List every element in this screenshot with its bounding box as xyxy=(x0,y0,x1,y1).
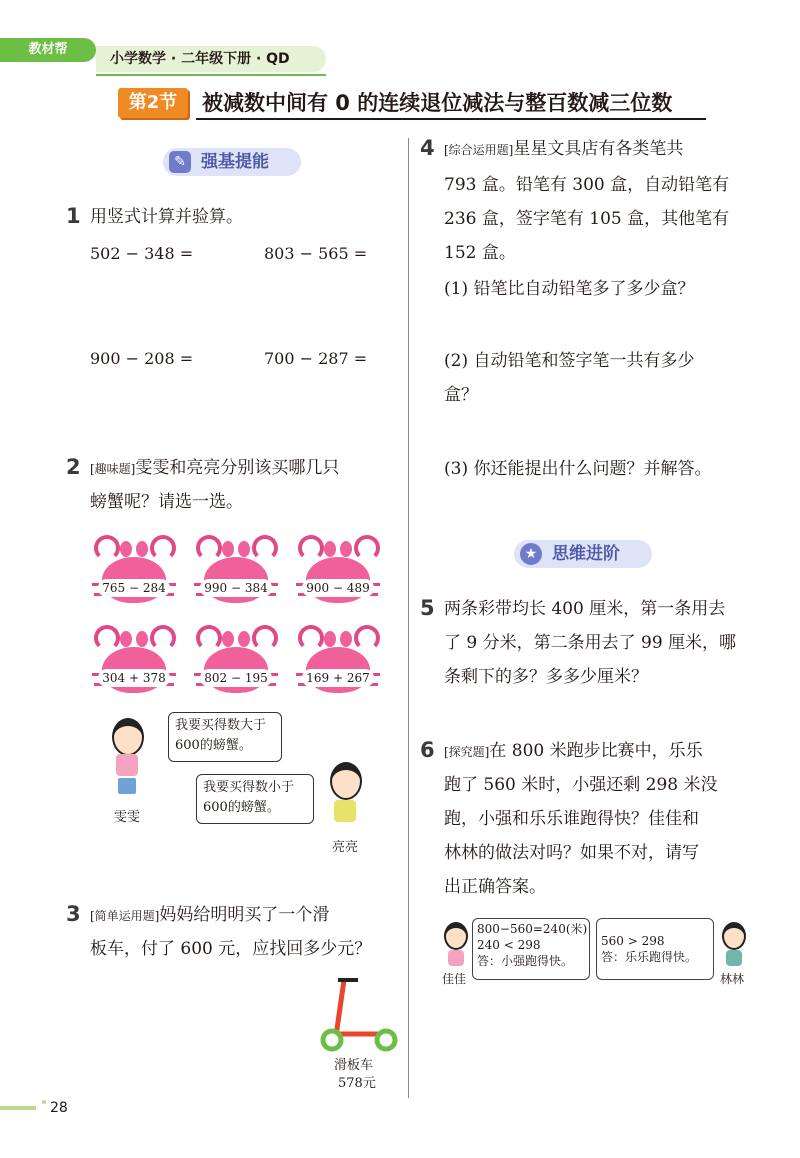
q2-tag: [趣味题] xyxy=(90,462,136,476)
page-number: 28 xyxy=(50,1100,68,1116)
crab-label: 802 − 195 xyxy=(200,669,272,687)
q1-expr: 803 − 565 = xyxy=(264,244,368,263)
q6-line: 跑，小强和乐乐谁跑得快？佳佳和 xyxy=(444,809,699,829)
girl-bubble-line1: 我要买得数大于 xyxy=(175,718,267,733)
q4-sub2b: 盒？ xyxy=(444,385,478,405)
book-title: 小学数学 · 二年级下册 · QD xyxy=(96,46,326,72)
crab-label: 169 + 267 xyxy=(302,669,374,687)
q6-line: 出正确答案。 xyxy=(444,877,546,897)
q4-line1 xyxy=(444,132,683,167)
boy-bubble-line2: 600的螃蟹。 xyxy=(203,800,280,815)
crab xyxy=(296,535,380,615)
linlin-work-box xyxy=(596,918,714,980)
girl-speech-bubble xyxy=(168,712,282,762)
jiajia-name: 佳佳 xyxy=(442,972,467,986)
jiajia-work-line: 答：小强跑得快。 xyxy=(477,954,574,968)
pencil-icon: ✎ xyxy=(169,151,191,173)
crab xyxy=(92,535,176,615)
q4-line: 152 盒。 xyxy=(444,243,516,263)
linlin-work-line: 答：乐乐跑得快。 xyxy=(601,950,698,964)
girl-illustration xyxy=(104,712,154,808)
crab-label: 304 + 378 xyxy=(98,669,170,687)
crab-label: 990 − 384 xyxy=(200,579,272,597)
boy-name: 亮亮 xyxy=(332,840,359,855)
section-badge: 第2节 xyxy=(118,88,188,118)
q4-number: 4 xyxy=(420,136,435,160)
book-tag: 教材帮 xyxy=(0,38,96,62)
q6-number: 6 xyxy=(420,738,435,762)
q5-line: 条剩下的多？多多少厘米？ xyxy=(444,667,648,687)
section-title: 被减数中间有 0 的连续退位减法与整百数减三位数 xyxy=(202,91,673,115)
q3-line2: 板车，付了 600 元，应找回多少元？ xyxy=(90,939,372,959)
scooter-price: 578元 xyxy=(338,1076,376,1091)
basic-pill xyxy=(163,148,301,176)
advanced-pill xyxy=(514,540,652,568)
q6-line1-text: 在 800 米跑步比赛中，乐乐 xyxy=(489,741,703,761)
q2-line1-text: 雯雯和亮亮分别该买哪几只 xyxy=(135,458,340,478)
q2-number: 2 xyxy=(66,455,81,479)
girl-name: 雯雯 xyxy=(114,810,141,825)
crab xyxy=(92,625,176,705)
q5-number: 5 xyxy=(420,596,435,620)
medal-icon: ★ xyxy=(520,543,542,565)
q3-line1 xyxy=(90,898,329,933)
q6-tag: [探究题] xyxy=(444,745,490,759)
crab-label: 900 − 489 xyxy=(302,579,374,597)
q4-sub1: (1) 铅笔比自动铅笔多了多少盒？ xyxy=(444,279,695,299)
linlin-work-line: 560 > 298 xyxy=(601,934,665,948)
scooter-illustration xyxy=(314,974,400,1052)
footer-dot xyxy=(42,1100,46,1104)
q6-line: 林林的做法对吗？如果不对，请写 xyxy=(444,843,699,863)
advanced-pill-label: 思维进阶 xyxy=(552,544,620,564)
column-divider xyxy=(408,138,409,1098)
q6-line: 跑了 560 米时，小强还剩 298 米没 xyxy=(444,775,718,795)
q4-tag: [综合运用题] xyxy=(444,143,514,157)
q6-line1 xyxy=(444,734,703,769)
q4-sub2a: (2) 自动铅笔和签字笔一共有多少 xyxy=(444,351,695,371)
q1-number: 1 xyxy=(66,204,81,228)
scooter-caption: 滑板车 xyxy=(334,1058,374,1073)
crab xyxy=(194,535,278,615)
q4-line: 236 盒，签字笔有 105 盒，其他笔有 xyxy=(444,209,730,229)
jiajia-work-box xyxy=(472,918,590,980)
q2-line1 xyxy=(90,451,339,486)
q2-line2: 螃蟹呢？请选一选。 xyxy=(90,492,243,512)
q4-sub3: (3) 你还能提出什么问题？并解答。 xyxy=(444,459,712,479)
jiajia-illustration xyxy=(440,920,472,970)
q1-expr: 900 − 208 = xyxy=(90,349,194,368)
footer-bar xyxy=(0,1106,36,1110)
boy-bubble-line1: 我要买得数小于 xyxy=(203,780,295,795)
basic-pill-label: 强基提能 xyxy=(201,152,269,172)
linlin-name: 林林 xyxy=(720,972,745,986)
crab xyxy=(194,625,278,705)
header-underline xyxy=(96,74,326,76)
jiajia-work-line: 240 < 298 xyxy=(477,938,541,952)
q4-line1-text: 星星文具店有各类笔共 xyxy=(513,139,684,159)
linlin-illustration xyxy=(718,920,750,970)
girl-bubble-line2: 600的螃蟹。 xyxy=(175,738,252,753)
q3-number: 3 xyxy=(66,902,81,926)
jiajia-work-line: 800−560=240(米) xyxy=(477,922,588,936)
q3-line1-text: 妈妈给明明买了一个滑 xyxy=(159,905,330,925)
q4-line: 793 盒。铅笔有 300 盒，自动铅笔有 xyxy=(444,175,730,195)
boy-speech-bubble xyxy=(196,774,314,824)
q3-tag: [简单运用题] xyxy=(90,909,160,923)
q1-text: 用竖式计算并验算。 xyxy=(90,207,243,227)
q5-line: 了 9 分米，第二条用去了 99 厘米，哪 xyxy=(444,633,737,653)
q1-expr: 502 − 348 = xyxy=(90,244,194,263)
crab xyxy=(296,625,380,705)
q5-line: 两条彩带均长 400 厘米，第一条用去 xyxy=(444,599,726,619)
crab-label: 765 − 284 xyxy=(98,579,170,597)
section-underline xyxy=(196,118,706,120)
boy-illustration xyxy=(322,756,372,836)
q1-expr: 700 − 287 = xyxy=(264,349,368,368)
